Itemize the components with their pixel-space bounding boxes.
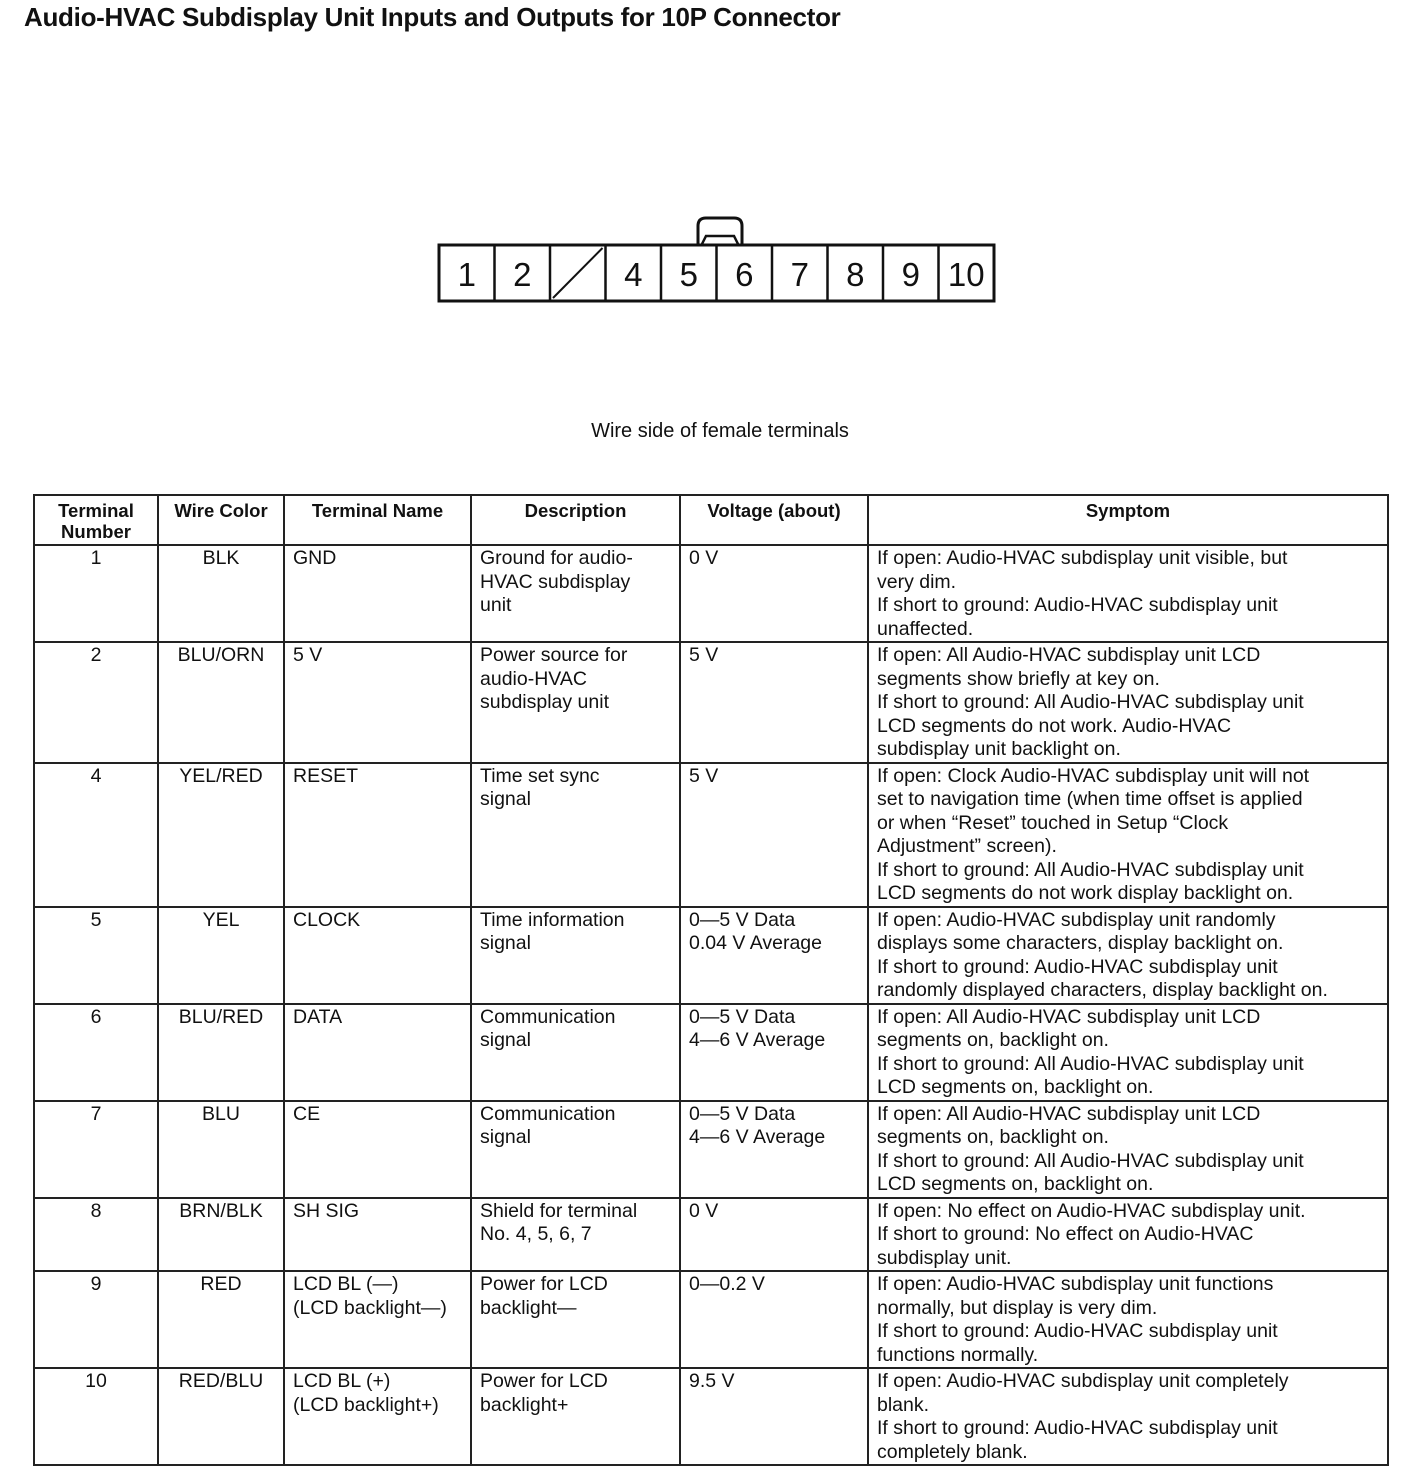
header-row [34, 495, 1388, 545]
connector-terminal-9: 9 [901, 256, 920, 293]
terminal-number-cell: 5 [34, 907, 158, 1004]
terminal-number-cell: 10 [34, 1368, 158, 1465]
connector-face [0, 0, 1408, 320]
wire-color-cell: BLU/RED [158, 1004, 284, 1101]
table-row [34, 1004, 1388, 1101]
header-description: Description [471, 495, 680, 545]
symptom-cell: If open: No effect on Audio-HVAC subdisplay unit. If short to ground: No effect on Audio-HVAC subdisplay unit. [868, 1198, 1388, 1272]
terminal-number-cell: 8 [34, 1198, 158, 1272]
table-row [34, 1368, 1388, 1465]
terminal-name-cell: CE [284, 1101, 471, 1198]
symptom-cell: If open: Audio-HVAC subdisplay unit visible, but very dim. If short to ground: Audio-HVAC subdisplay unit unaffected. [868, 545, 1388, 642]
connector-diagram [0, 0, 1408, 320]
symptom-cell: If open: All Audio-HVAC subdisplay unit LCD segments show briefly at key on. If short to ground: All Audio-HVAC subdisplay unit LCD segments do not work. Audio-HVAC subdisplay unit backlight on. [868, 642, 1388, 763]
connector-terminal-8: 8 [846, 256, 865, 293]
terminal-number-cell: 9 [34, 1271, 158, 1368]
description-cell: Power source for audio-HVAC subdisplay unit [471, 642, 680, 763]
terminal-number-cell: 6 [34, 1004, 158, 1101]
header-wire-color: Wire Color [158, 495, 284, 545]
connector-caption: Wire side of female terminals [591, 420, 849, 442]
voltage-cell: 0 V [680, 1198, 868, 1272]
description-cell: Communication signal [471, 1004, 680, 1101]
table-row [34, 1271, 1388, 1368]
symptom-cell: If open: All Audio-HVAC subdisplay unit LCD segments on, backlight on. If short to ground: All Audio-HVAC subdisplay unit LCD segments on, backlight on. [868, 1004, 1388, 1101]
wire-color-cell: RED [158, 1271, 284, 1368]
voltage-cell: 5 V [680, 642, 868, 763]
symptom-cell: If open: Audio-HVAC subdisplay unit randomly displays some characters, display backlight on. If short to ground: Audio-HVAC subdisplay unit randomly displayed characters, display backlight on. [868, 907, 1388, 1004]
io-table [33, 494, 1389, 1466]
terminal-name-cell: SH SIG [284, 1198, 471, 1272]
voltage-cell: 0—0.2 V [680, 1271, 868, 1368]
symptom-cell: If open: Audio-HVAC subdisplay unit functions normally, but display is very dim. If short to ground: Audio-HVAC subdisplay unit functions normally. [868, 1271, 1388, 1368]
table-row [34, 1101, 1388, 1198]
description-cell: Power for LCD backlight— [471, 1271, 680, 1368]
symptom-cell: If open: Clock Audio-HVAC subdisplay unit will not set to navigation time (when time offset is applied or when “Reset” touched in Setup “Clock Adjustment” screen). If short to ground: All Audio-HVAC subdisplay unit LCD segments do not work display backlight on. [868, 763, 1388, 907]
connector-terminal-6: 6 [735, 256, 754, 293]
table-row [34, 907, 1388, 1004]
description-cell: Time information signal [471, 907, 680, 1004]
table-row [34, 642, 1388, 763]
terminal-name-cell: 5 V [284, 642, 471, 763]
wire-color-cell: BLU/ORN [158, 642, 284, 763]
connector-terminal-5: 5 [679, 256, 698, 293]
description-cell: Communication signal [471, 1101, 680, 1198]
wire-color-cell: YEL/RED [158, 763, 284, 907]
terminal-number-cell: 1 [34, 545, 158, 642]
description-cell: Shield for terminal No. 4, 5, 6, 7 [471, 1198, 680, 1272]
symptom-cell: If open: All Audio-HVAC subdisplay unit LCD segments on, backlight on. If short to ground: All Audio-HVAC subdisplay unit LCD segments on, backlight on. [868, 1101, 1388, 1198]
terminal-number-cell: 2 [34, 642, 158, 763]
header-symptom: Symptom [868, 495, 1388, 545]
header-terminal-name: Terminal Name [284, 495, 471, 545]
table-row [34, 1198, 1388, 1272]
terminal-number-cell: 7 [34, 1101, 158, 1198]
terminal-number-cell: 4 [34, 763, 158, 907]
wire-color-cell: BLU [158, 1101, 284, 1198]
wire-color-cell: RED/BLU [158, 1368, 284, 1465]
description-cell: Time set sync signal [471, 763, 680, 907]
terminal-name-cell: LCD BL (—) (LCD backlight—) [284, 1271, 471, 1368]
table-row [34, 763, 1388, 907]
wire-color-cell: YEL [158, 907, 284, 1004]
connector-terminal-4: 4 [624, 256, 643, 293]
connector-terminal-10: 10 [947, 256, 985, 293]
description-cell: Ground for audio- HVAC subdisplay unit [471, 545, 680, 642]
terminal-name-cell: CLOCK [284, 907, 471, 1004]
voltage-cell: 0—5 V Data 0.04 V Average [680, 907, 868, 1004]
wire-color-cell: BLK [158, 545, 284, 642]
wire-color-cell: BRN/BLK [158, 1198, 284, 1272]
table-row [34, 545, 1388, 642]
connector-terminal-7: 7 [790, 256, 809, 293]
header-terminal-number: Terminal Number [34, 495, 158, 545]
description-cell: Power for LCD backlight+ [471, 1368, 680, 1465]
terminal-name-cell: GND [284, 545, 471, 642]
connector-terminal-2: 2 [513, 256, 532, 293]
voltage-cell: 9.5 V [680, 1368, 868, 1465]
connector-terminal-1: 1 [457, 256, 476, 293]
voltage-cell: 0—5 V Data 4—6 V Average [680, 1101, 868, 1198]
symptom-cell: If open: Audio-HVAC subdisplay unit completely blank. If short to ground: Audio-HVAC subdisplay unit completely blank. [868, 1368, 1388, 1465]
voltage-cell: 5 V [680, 763, 868, 907]
terminal-name-cell: LCD BL (+) (LCD backlight+) [284, 1368, 471, 1465]
terminal-name-cell: RESET [284, 763, 471, 907]
voltage-cell: 0—5 V Data 4—6 V Average [680, 1004, 868, 1101]
header-voltage: Voltage (about) [680, 495, 868, 545]
voltage-cell: 0 V [680, 545, 868, 642]
terminal-name-cell: DATA [284, 1004, 471, 1101]
page-title: Audio-HVAC Subdisplay Unit Inputs and Outputs for 10P Connector [24, 2, 841, 32]
